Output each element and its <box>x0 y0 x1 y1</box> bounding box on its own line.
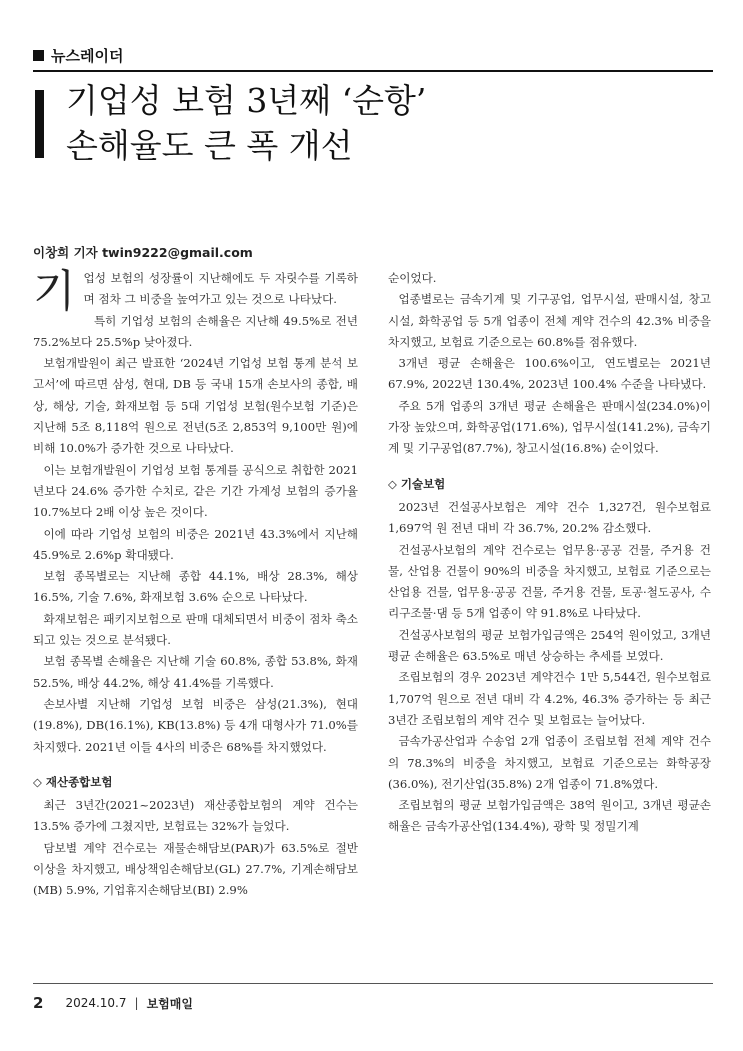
paragraph: 3개년 평균 손해율은 100.6%이고, 연도별로는 2021년 67.9%, 2022년 130.4%, 2023년 100.4% 수준을 나타냈다. <box>388 356 711 392</box>
publication-name: 보험매일 <box>146 996 193 1011</box>
paragraph: 건설공사보험의 평균 보험가입금액은 254억 원이었고, 3개년 평균 손해율은 63.5%로 매년 상승하는 추세를 보였다. <box>388 627 711 664</box>
paragraph-text: 업성 보험의 성장률이 지난해에도 두 자릿수를 기록하며 점차 그 비중을 높여가고 있는 것으로 나타났다. <box>83 271 358 307</box>
footer-separator: | <box>134 996 139 1010</box>
footer <box>33 994 193 1012</box>
paragraph: 보험 종목별 손해율은 지난해 기술 60.8%, 종합 53.8%, 화재 52.5%, 배상 44.2%, 해상 41.4%를 기록했다. <box>33 654 358 690</box>
paragraph: 최근 3년간(2021~2023년) 재산종합보험의 계약 건수는 13.5% 증가에 그쳤지만, 보험료는 32%가 늘었다. <box>33 798 358 834</box>
headline-line-1: 기업성 보험 3년째 ‘순항’ <box>66 81 427 120</box>
subheading <box>388 474 711 495</box>
headline-line-2: 손해율도 큰 폭 개선 <box>66 126 353 165</box>
paragraph: 순이었다. <box>388 271 437 285</box>
top-rule <box>33 70 713 72</box>
paragraph: 건설공사보험의 계약 건수로는 업무용·공공 건물, 주거용 건물, 산업용 건물이 90%의 비중을 차지했고, 보험료 기준으로는 산업용 건물, 업무용·공공 건물, 주거용 건물, 토공·철도공사, 수리구조물·댐 등 5개 업종이 약 91.8%로 나타났다. <box>388 542 711 621</box>
paragraph: 보험 종목별로는 지난해 종합 44.1%, 배상 28.3%, 해상 16.5%, 기술 7.6%, 화재보험 3.6% 순으로 나타났다. <box>33 569 358 605</box>
paragraph: 특히 기업성 보험의 손해율은 지난해 49.5%로 전년 75.2%보다 25.5%p 낮아졌다. <box>33 313 358 349</box>
paragraph <box>33 266 358 317</box>
byline: 이창희 기자 twin9222@gmail.com <box>33 245 253 260</box>
paragraph: 이는 보험개발원이 기업성 보험 통계를 공식으로 취합한 2021년보다 24.6% 증가한 수치로, 같은 기간 가계성 보험의 증가율 10.7%보다 2배 이상 높은 것이다. <box>33 462 358 520</box>
right-column <box>388 268 711 838</box>
page-number: 2 <box>33 994 44 1012</box>
left-column <box>33 268 358 902</box>
paragraph: 화재보험은 패키지보험으로 판매 대체되면서 비중이 점차 축소되고 있는 것으로 분석됐다. <box>33 611 358 648</box>
drop-cap: 기 <box>33 266 76 317</box>
paragraph: 2023년 건설공사보험은 계약 건수 1,327건, 원수보험료 1,697억 원 전년 대비 각 36.7%, 20.2% 감소했다. <box>388 499 711 536</box>
subheading <box>33 772 358 793</box>
subheading-text: 재산종합보험 <box>45 774 113 789</box>
paragraph: 손보사별 지난해 기업성 보험 비중은 삼성(21.3%), 현대(19.8%), DB(16.1%), KB(13.8%) 등 4개 대형사가 71.0%를 차지했다. 2021년 이들 4사의 비중은 68%를 차지했었다. <box>33 696 358 754</box>
section-square-icon <box>33 50 44 61</box>
paragraph: 조립보험의 평균 보험가입금액은 38억 원이고, 3개년 평균손해율은 금속가공산업(134.4%), 광학 및 정밀기계 <box>388 798 711 834</box>
paragraph: 보험개발원이 최근 발표한 ‘2024년 기업성 보험 통계 분석 보고서’에 따르면 삼성, 현대, DB 등 국내 15개 손보사의 종합, 배상, 해상, 기술, 화재보험 등 5대 기업성 보험(원수보험 기준)은 지난해 5조 8,118억 원으로 전년(5조 2,853억 9,100만 원)에 비해 10.0%가 증가한 것으로 나타났다. <box>33 356 358 456</box>
headline-bar <box>35 90 44 158</box>
headline <box>66 78 706 168</box>
paragraph: 업종별로는 금속기계 및 기구공업, 업무시설, 판매시설, 창고시설, 화학공업 등 5개 업종이 전체 계약 건수의 42.3% 비중을 차지했고, 보험료 기준으로는 60.8%를 점유했다. <box>388 292 711 349</box>
paragraph: 담보별 계약 건수로는 재물손해담보(PAR)가 63.5%로 절반 이상을 차지했고, 배상책임손해담보(GL) 27.7%, 기계손해담보(MB) 5.9%, 기업휴지손해담보(BI) 2.9% <box>33 840 358 898</box>
subheading-text: 기술보험 <box>400 476 446 491</box>
paragraph: 이에 따라 기업성 보험의 비중은 2021년 43.3%에서 지난해 45.9%로 2.6%p 확대됐다. <box>33 526 358 562</box>
paragraph: 주요 5개 업종의 3개년 평균 손해율은 판매시설(234.0%)이 가장 높았으며, 화학공업(171.6%), 업무시설(141.2%), 금속기계 및 기구공업(87.7%), 창고시설(16.8%) 순이었다. <box>388 398 711 456</box>
bottom-rule <box>33 983 713 984</box>
paragraph: 조립보험의 경우 2023년 계약건수 1만 5,544건, 원수보험료 1,707억 원으로 전년 대비 각 4.2%, 46.3% 증가하는 등 최근 3년간 조립보험의 계약 건수 및 보험료는 늘어났다. <box>388 670 711 727</box>
diamond-icon: ◇ <box>33 774 42 789</box>
section-header <box>33 45 123 66</box>
issue-date: 2024.10.7 <box>65 996 127 1010</box>
section-label: 뉴스레이더 <box>51 47 124 65</box>
diamond-icon: ◇ <box>388 476 397 491</box>
paragraph: 금속가공산업과 수송업 2개 업종이 조립보험 전체 계약 건수의 78.3%의 비중을 차지했고, 보험료 기준으로는 화학공장(36.0%), 전기산업(35.8%) 2개 업종이 71.8%였다. <box>388 734 711 791</box>
